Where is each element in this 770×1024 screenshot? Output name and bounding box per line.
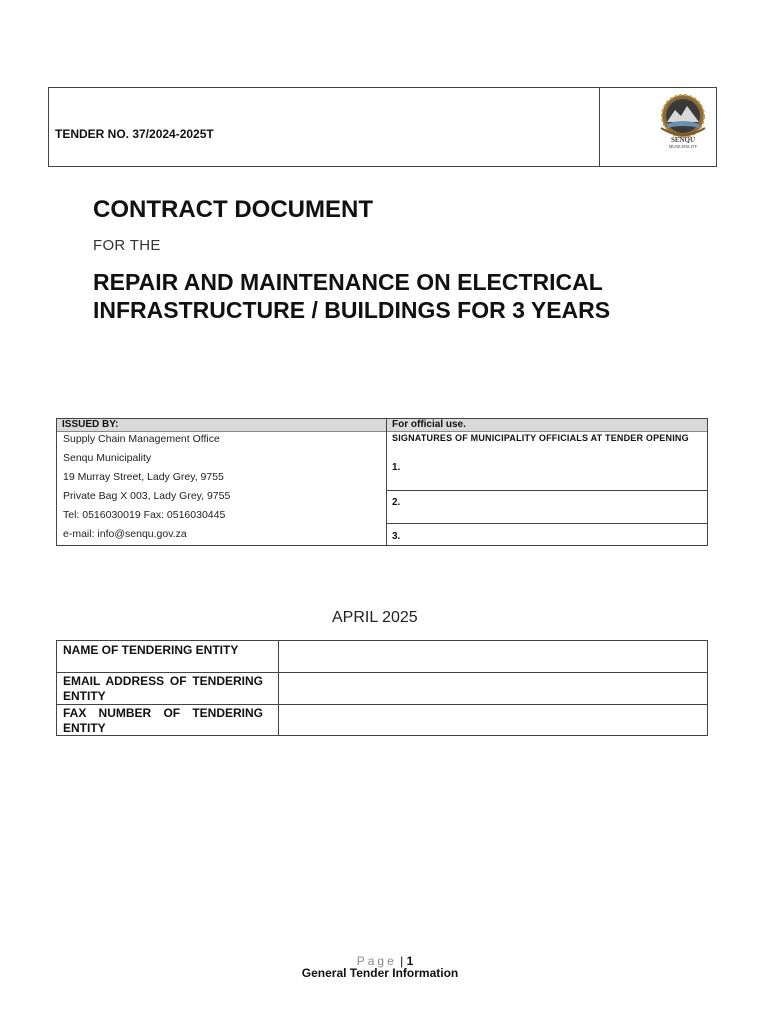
logo-name: SENQU [670, 136, 696, 144]
footer-info: General Tender Information [301, 966, 459, 980]
logo-subtitle: MUNICIPALITY [668, 144, 698, 149]
subject-line-2: INFRASTRUCTURE / BUILDINGS FOR 3 YEARS [93, 297, 611, 323]
for-the-text: FOR THE [93, 237, 161, 254]
official-use-label: For official use. [392, 419, 466, 430]
fax-of-entity-label: FAX NUMBER OF TENDERING ENTITY [63, 706, 263, 735]
tender-number: TENDER NO. 37/2024-2025T [55, 127, 214, 141]
issued-by-header [57, 419, 387, 432]
header-box [48, 87, 717, 167]
tendering-entity-table [56, 640, 708, 736]
signature-slot-3 [392, 526, 400, 544]
name-of-entity-label: NAME OF TENDERING ENTITY [63, 643, 239, 657]
signature-divider [387, 490, 707, 491]
signature-slot-2 [392, 492, 400, 510]
signature-slot-1 [392, 457, 400, 475]
signature-number: 1. [392, 462, 401, 473]
municipality-logo [653, 92, 713, 156]
contract-subject [93, 268, 733, 324]
page-number: 1 [406, 954, 414, 968]
official-use-header [387, 419, 707, 432]
address-line: Tel: 0516030019 Fax: 0516030445 [63, 509, 226, 521]
address-line: Supply Chain Management Office [63, 433, 220, 445]
name-of-entity-field[interactable] [279, 641, 707, 672]
email-of-entity-label: EMAIL ADDRESS OF TENDERING ENTITY [63, 674, 263, 703]
issued-column-divider [386, 419, 387, 545]
subject-line-1: REPAIR AND MAINTENANCE ON ELECTRICAL [93, 269, 603, 295]
signature-number: 3. [392, 531, 401, 542]
document-title: CONTRACT DOCUMENT [93, 196, 373, 223]
signature-divider [387, 523, 707, 524]
page-separator: | [400, 954, 404, 968]
signatures-header: SIGNATURES OF MUNICIPALITY OFFICIALS AT TENDER OPENING [392, 433, 689, 443]
document-date: APRIL 2025 [332, 609, 418, 626]
signature-number: 2. [392, 497, 401, 508]
page-word: Page [356, 954, 397, 968]
address-line: Senqu Municipality [63, 452, 152, 464]
logo-cell [600, 88, 716, 166]
email-line: e-mail: info@senqu.gov.za [63, 528, 187, 540]
issued-by-label: ISSUED BY: [62, 419, 119, 430]
address-line: Private Bag X 003, Lady Grey, 9755 [63, 490, 231, 502]
email-of-entity-field[interactable] [279, 673, 707, 704]
fax-of-entity-field[interactable] [279, 705, 707, 735]
issued-by-table [56, 418, 708, 546]
address-line: 19 Murray Street, Lady Grey, 9755 [63, 471, 224, 483]
